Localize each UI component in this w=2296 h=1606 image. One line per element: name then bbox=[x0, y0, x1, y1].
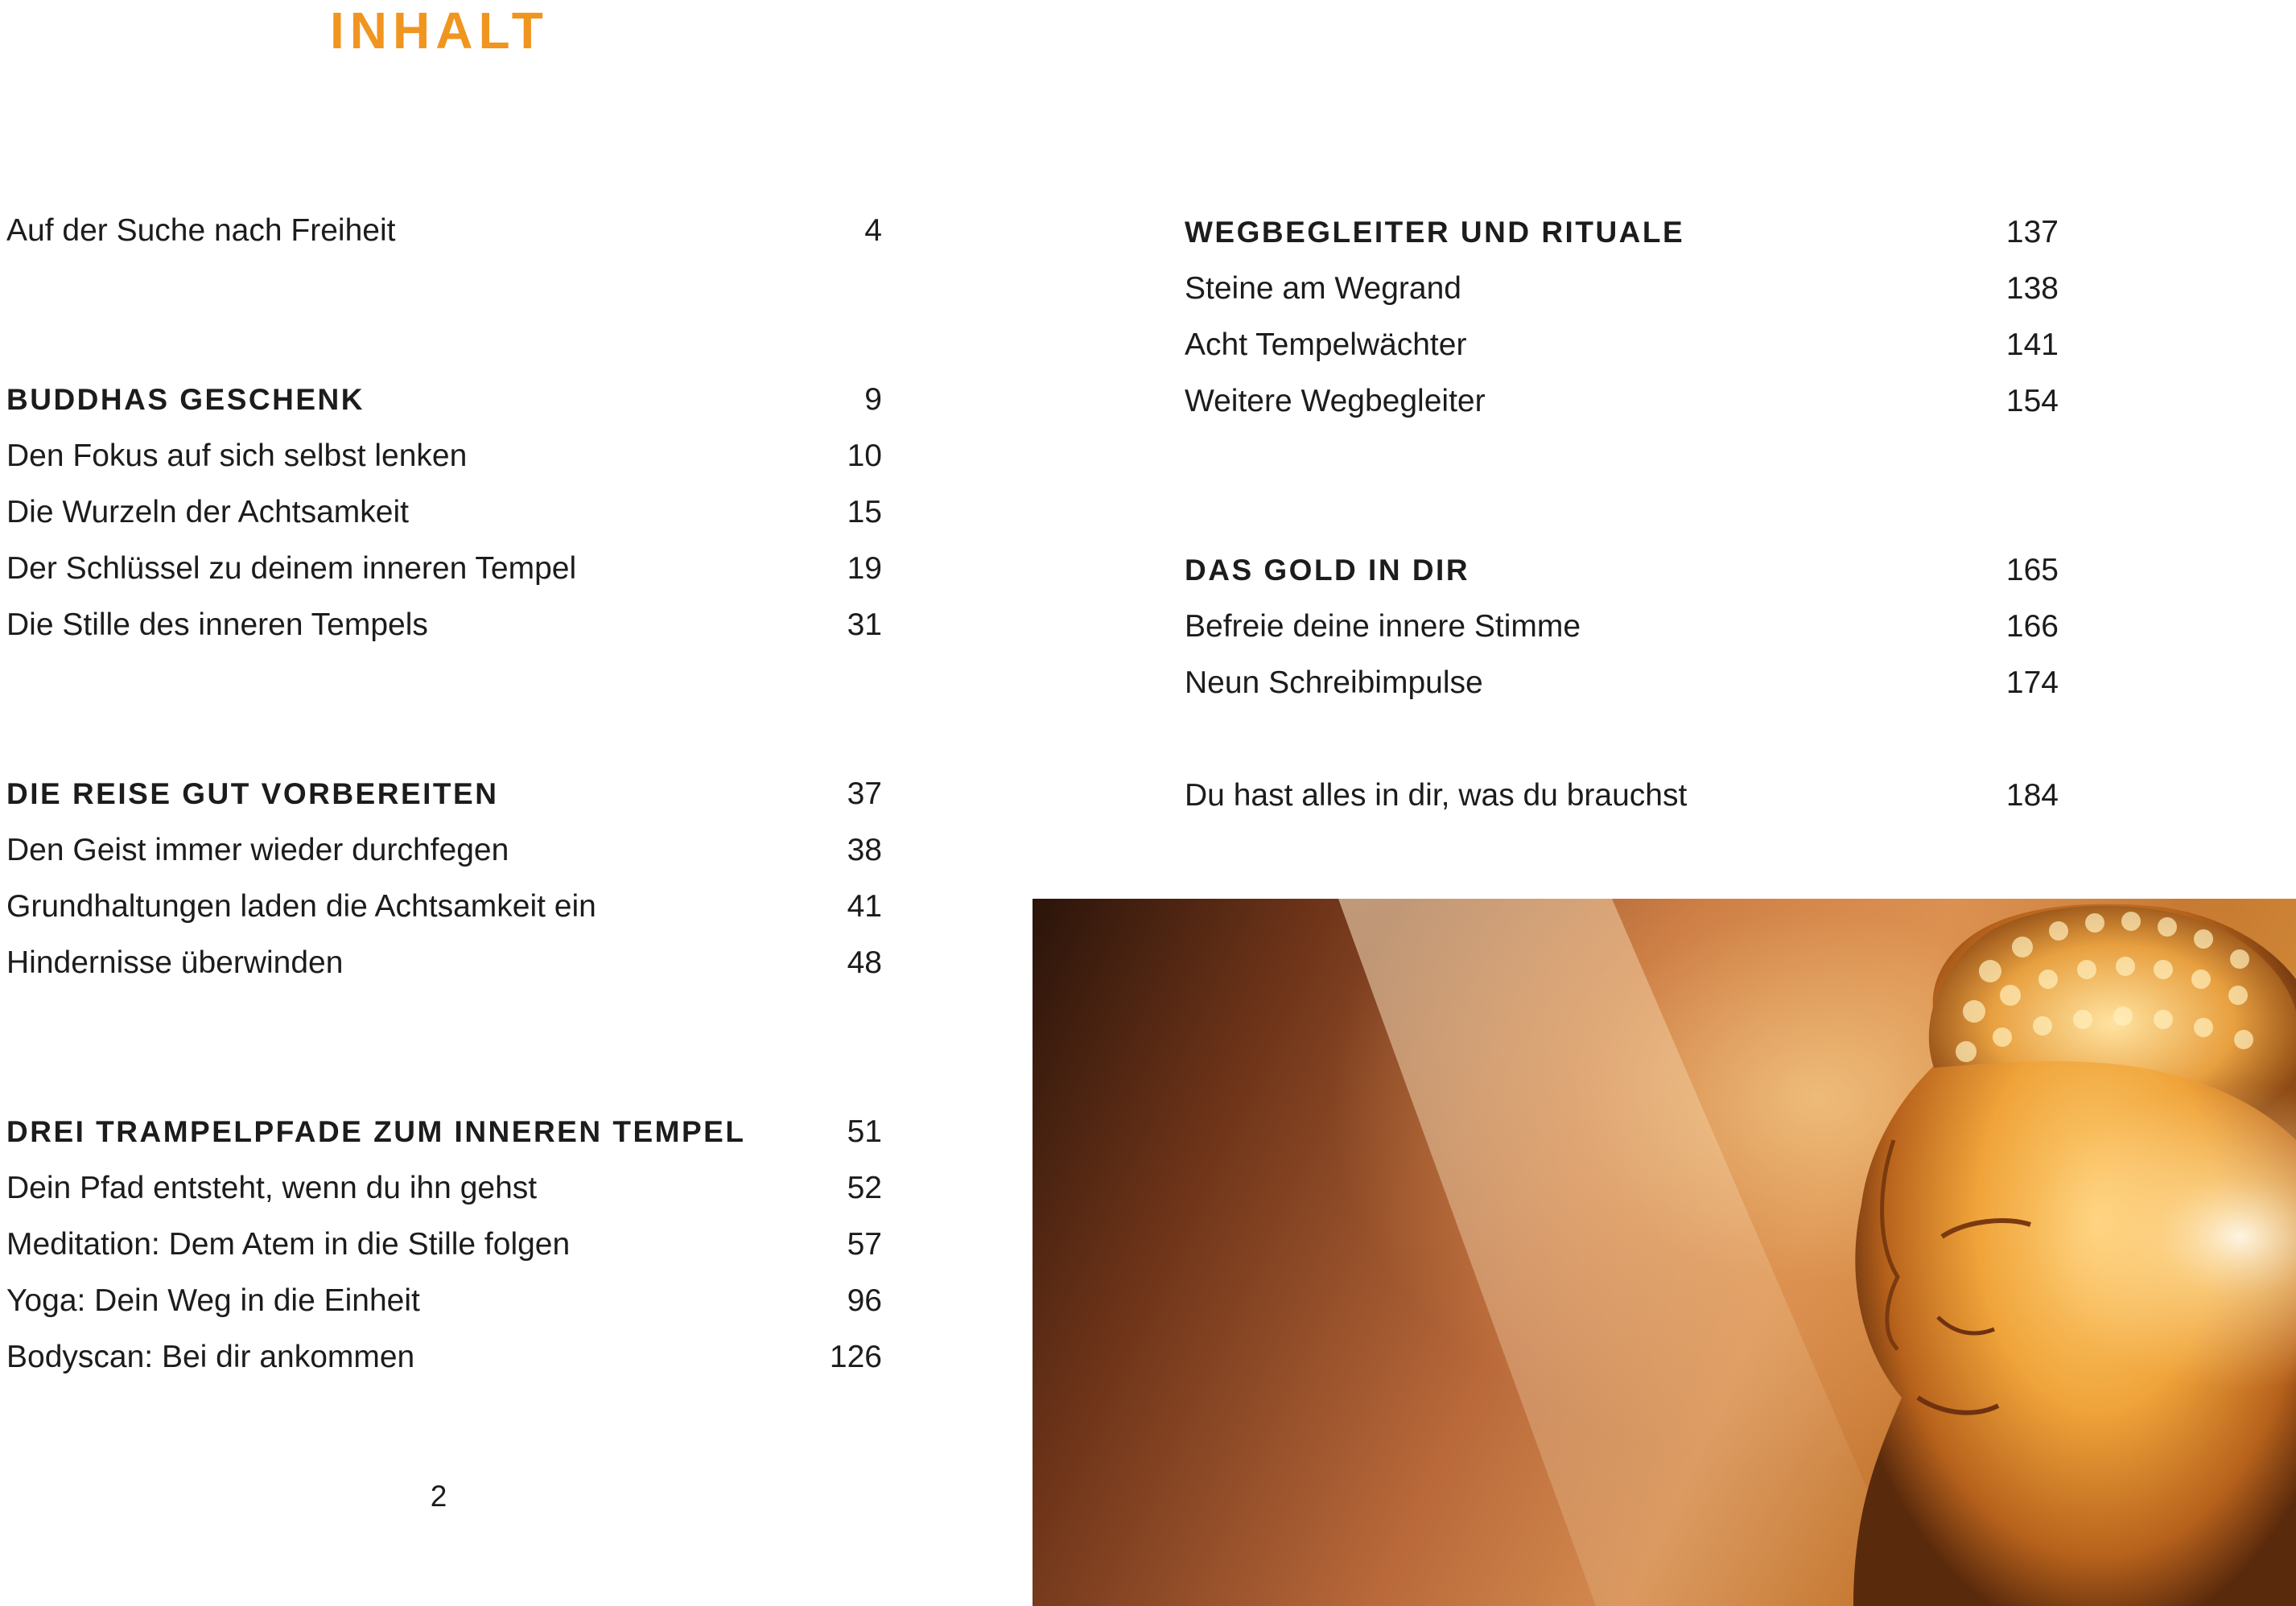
toc-chapter-heading[interactable] bbox=[6, 372, 882, 428]
toc-entry[interactable] bbox=[6, 597, 882, 653]
toc-entry[interactable] bbox=[6, 484, 882, 541]
toc-entry-title: Befreie deine innere Stimme bbox=[1185, 609, 1581, 644]
toc-entry-page: 37 bbox=[847, 776, 882, 811]
toc-chapter-heading[interactable] bbox=[6, 766, 882, 822]
toc-entry[interactable] bbox=[1185, 317, 2059, 373]
toc-entry-title: Den Geist immer wieder durchfegen bbox=[6, 833, 509, 867]
toc-entry-title: Acht Tempelwächter bbox=[1185, 327, 1467, 362]
toc-entry-page: 126 bbox=[829, 1340, 882, 1374]
toc-entry-title: WEGBEGLEITER UND RITUALE bbox=[1185, 216, 1685, 249]
toc-entry[interactable] bbox=[6, 541, 882, 597]
buddha-photo bbox=[1033, 899, 2296, 1606]
toc-entry-page: 137 bbox=[2005, 215, 2059, 249]
toc-entry-title: DIE REISE GUT VORBEREITEN bbox=[6, 777, 499, 810]
toc-section-wegbegleiter bbox=[1185, 204, 2059, 430]
toc-entry-page: 48 bbox=[847, 945, 882, 980]
toc-entry-page: 19 bbox=[847, 551, 882, 586]
toc-entry-title: BUDDHAS GESCHENK bbox=[6, 383, 365, 416]
toc-entry[interactable] bbox=[6, 428, 882, 484]
toc-entry-page: 57 bbox=[847, 1227, 882, 1262]
toc-entry-title: Den Fokus auf sich selbst lenken bbox=[6, 439, 468, 473]
toc-chapter-heading[interactable] bbox=[1185, 204, 2059, 261]
toc-section-trampelpfade bbox=[6, 1104, 882, 1386]
toc-entry-page: 52 bbox=[847, 1171, 882, 1205]
buddha-statue-icon bbox=[1033, 899, 2296, 1606]
toc-section-gold bbox=[1185, 542, 2059, 711]
toc-entry-title: Steine am Wegrand bbox=[1185, 271, 1461, 306]
toc-entry-page: 174 bbox=[2005, 665, 2059, 700]
toc-entry-title: DREI TRAMPELPFADE ZUM INNEREN TEMPEL bbox=[6, 1115, 746, 1148]
toc-entry-page: 31 bbox=[847, 607, 882, 642]
toc-entry[interactable] bbox=[6, 203, 882, 259]
toc-entry[interactable] bbox=[1185, 768, 2059, 824]
toc-entry-page: 138 bbox=[2005, 271, 2059, 306]
toc-entry[interactable] bbox=[6, 1273, 882, 1329]
toc-entry[interactable] bbox=[1185, 599, 2059, 655]
toc-entry[interactable] bbox=[1185, 655, 2059, 711]
toc-entry-page: 154 bbox=[2005, 384, 2059, 418]
toc-entry-page: 141 bbox=[2005, 327, 2059, 362]
toc-entry[interactable] bbox=[6, 1160, 882, 1217]
toc-entry-page: 166 bbox=[2005, 609, 2059, 644]
page-title: INHALT bbox=[330, 2, 549, 60]
toc-section-reise bbox=[6, 766, 882, 991]
toc-chapter-heading[interactable] bbox=[6, 1104, 882, 1160]
toc-entry-page: 9 bbox=[864, 382, 882, 417]
toc-entry[interactable] bbox=[6, 1217, 882, 1273]
toc-entry-page: 96 bbox=[847, 1283, 882, 1318]
toc-entry-page: 15 bbox=[847, 495, 882, 529]
toc-entry[interactable] bbox=[1185, 373, 2059, 430]
toc-entry-title: Die Stille des inneren Tempels bbox=[6, 607, 428, 642]
toc-entry-title: Weitere Wegbegleiter bbox=[1185, 384, 1486, 418]
toc-chapter-heading[interactable] bbox=[1185, 542, 2059, 599]
toc-entry-title: Dein Pfad entsteht, wenn du ihn gehst bbox=[6, 1171, 538, 1205]
toc-entry[interactable] bbox=[1185, 261, 2059, 317]
toc-entry-page: 51 bbox=[847, 1114, 882, 1149]
toc-entry-title: Die Wurzeln der Achtsamkeit bbox=[6, 495, 409, 529]
toc-entry-title: Neun Schreibimpulse bbox=[1185, 665, 1483, 700]
toc-entry[interactable] bbox=[6, 822, 882, 879]
toc-entry-title: Bodyscan: Bei dir ankommen bbox=[6, 1340, 415, 1374]
toc-entry[interactable] bbox=[6, 935, 882, 991]
page-number: 2 bbox=[430, 1480, 447, 1513]
toc-entry-title: Du hast alles in dir, was du brauchst bbox=[1185, 778, 1688, 813]
toc-entry-title: Auf der Suche nach Freiheit bbox=[6, 213, 396, 248]
toc-entry-title: Hindernisse überwinden bbox=[6, 945, 344, 980]
toc-entry-page: 165 bbox=[2005, 553, 2059, 587]
toc-entry[interactable] bbox=[6, 1329, 882, 1386]
toc-entry-title: DAS GOLD IN DIR bbox=[1185, 554, 1470, 587]
toc-section-buddhas-geschenk bbox=[6, 372, 882, 653]
toc-entry-page: 41 bbox=[847, 889, 882, 924]
toc-entry-page: 10 bbox=[847, 439, 882, 473]
toc-entry-page: 38 bbox=[847, 833, 882, 867]
toc-entry-page: 184 bbox=[2005, 778, 2059, 813]
toc-entry-title: Grundhaltungen laden die Achtsamkeit ein bbox=[6, 889, 596, 924]
toc-entry-title: Meditation: Dem Atem in die Stille folgen bbox=[6, 1227, 571, 1262]
toc-entry[interactable] bbox=[6, 879, 882, 935]
toc-section-intro bbox=[6, 203, 882, 259]
toc-entry-page: 4 bbox=[864, 213, 882, 248]
toc-entry-title: Yoga: Dein Weg in die Einheit bbox=[6, 1283, 420, 1318]
toc-section-outro bbox=[1185, 768, 2059, 824]
toc-entry-title: Der Schlüssel zu deinem inneren Tempel bbox=[6, 551, 577, 586]
